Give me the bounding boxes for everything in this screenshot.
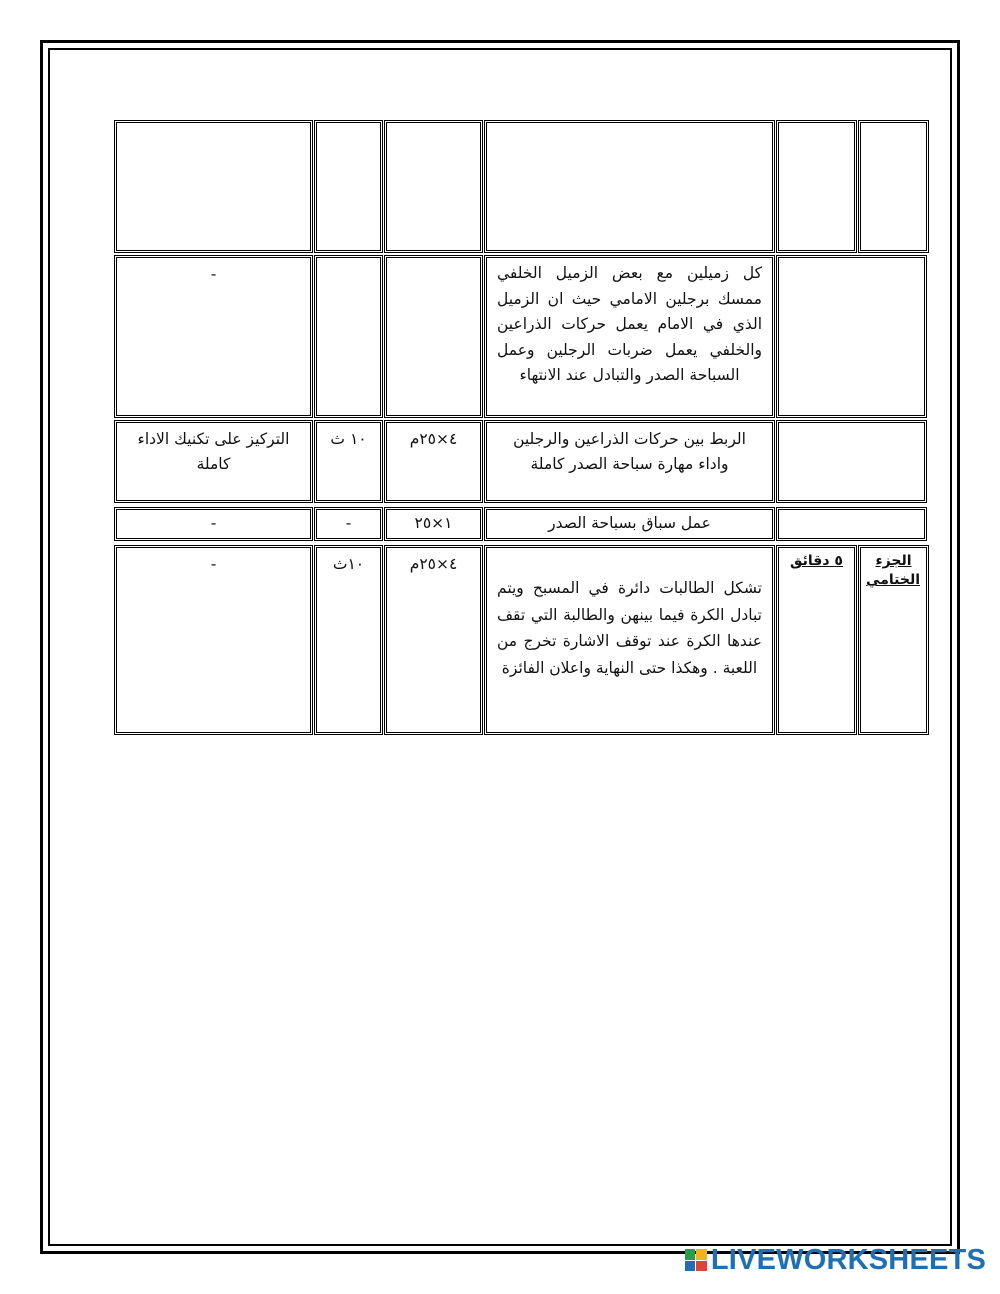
row2-activity-text: كل زميلين مع بعض الزميل الخلفي ممسك برجلين الامامي حيث ان الزميل الذي في الامام يعمل حركات الذراعين والخلفي يعمل ضربات الرجلين وعمل السباحة الصدر والتبادل عند الانتهاء xyxy=(497,264,762,384)
row2-notes xyxy=(114,255,313,418)
row3-activity-text: الربط بين حركات الذراعين والرجلين واداء مهارة سباحة الصدر كاملة xyxy=(513,430,746,473)
row1-time xyxy=(314,120,383,253)
row4-repetitions xyxy=(384,507,483,541)
row1-activity xyxy=(484,120,775,253)
row2-activity xyxy=(484,255,775,418)
row5-part-name xyxy=(858,545,929,735)
row2-notes-text: - xyxy=(210,265,217,283)
row4-time-text: - xyxy=(345,514,352,532)
row4-notes xyxy=(114,507,313,541)
row1-notes xyxy=(114,120,313,253)
row2-repetitions xyxy=(384,255,483,418)
row4-repetitions-text: ١×٢٥ xyxy=(414,514,453,532)
row4-part-time xyxy=(776,507,927,541)
row3-part-time xyxy=(776,420,927,503)
row5-part-time xyxy=(776,545,857,735)
row3-notes xyxy=(114,420,313,503)
row4-activity xyxy=(484,507,775,541)
row3-repetitions xyxy=(384,420,483,503)
row2-part-time xyxy=(776,255,927,418)
row1-part-name xyxy=(858,120,929,253)
row5-part-name-text: الجزء الختامي xyxy=(866,553,920,588)
row2-time xyxy=(314,255,383,418)
row4-notes-text: - xyxy=(210,514,217,532)
row5-notes-text: - xyxy=(210,555,217,573)
row3-time xyxy=(314,420,383,503)
row4-activity-text: عمل سباق بسباحة الصدر xyxy=(548,514,711,532)
row5-notes xyxy=(114,545,313,735)
row1-part-time xyxy=(776,120,857,253)
row3-activity xyxy=(484,420,775,503)
row1-repetitions xyxy=(384,120,483,253)
liveworksheets-logo-text: LIVEWORKSHEETS xyxy=(710,1243,986,1276)
liveworksheets-logo-icon xyxy=(685,1249,707,1271)
row4-time xyxy=(314,507,383,541)
liveworksheets-logo xyxy=(685,1244,986,1276)
row5-activity xyxy=(484,545,775,735)
row5-repetitions-text: ٤×٢٥م xyxy=(409,555,458,573)
row3-time-text: ١٠ ث xyxy=(330,430,367,448)
row5-activity-text: تشكل الطالبات دائرة في المسبح ويتم تبادل الكرة فيما بينهن والطالبة التي تقف عندها الكرة عند توقف الاشارة تخرج من اللعبة . وهكذا حتى النهاية واعلان الفائزة xyxy=(497,579,762,677)
row5-time xyxy=(314,545,383,735)
row5-time-text: ١٠ث xyxy=(332,555,365,573)
row5-part-time-text: ٥ دقائق xyxy=(790,553,843,569)
row3-notes-text: التركيز على تكنيك الاداء كاملة xyxy=(137,430,290,473)
row3-repetitions-text: ٤×٢٥م xyxy=(409,430,458,448)
row5-repetitions xyxy=(384,545,483,735)
